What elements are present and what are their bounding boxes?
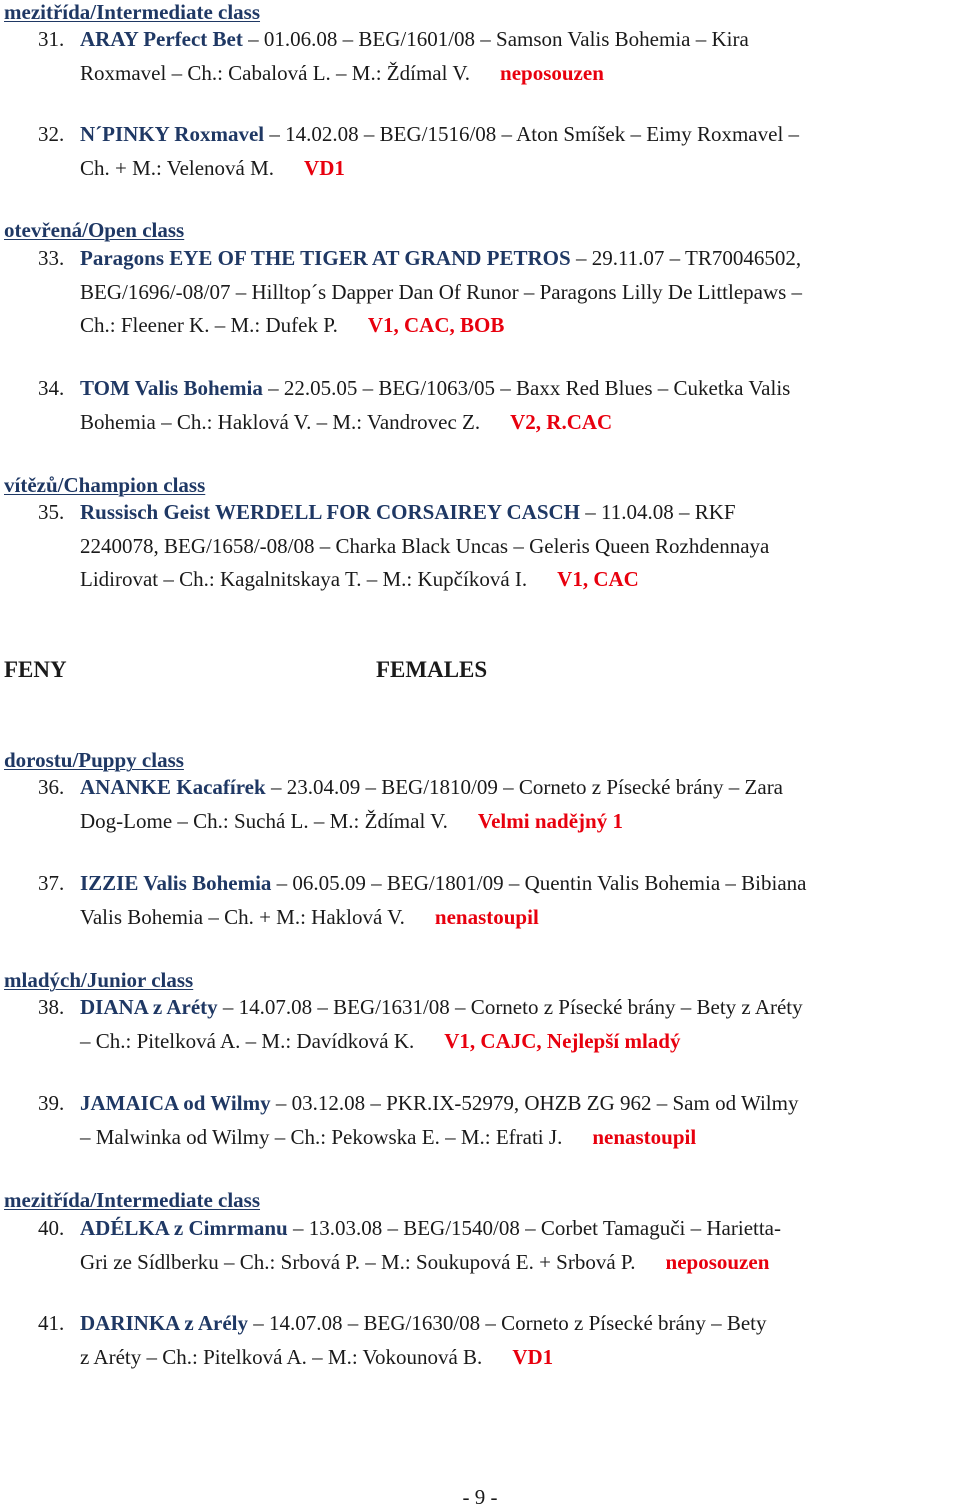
dog-name: Russisch Geist WERDELL FOR CORSAIREY CASCH <box>80 500 581 524</box>
entry-details: – 06.05.09 – BEG/1801/09 – Quentin Valis Bohemia – Bibiana <box>271 871 807 895</box>
entry-details: – 14.02.08 – BEG/1516/08 – Aton Smíšek – Eimy Roxmavel – <box>264 122 800 146</box>
dog-name: IZZIE Valis Bohemia <box>80 871 272 895</box>
result-badge: V1, CAJC, Nejlepší mladý <box>444 1028 681 1053</box>
entry-details-3: Lidirovat – Ch.: Kagalnitskaya T. – M.: Kupčíková I. <box>80 567 528 591</box>
result-badge: V1, CAC <box>557 567 639 591</box>
entry-details: – 23.04.09 – BEG/1810/09 – Corneto z Písecké brány – Zara <box>265 775 784 799</box>
entry-details: – 01.06.08 – BEG/1601/08 – Samson Valis Bohemia – Kira <box>242 27 749 51</box>
entry-number: 36. <box>38 775 65 799</box>
entry-number: 41. <box>38 1311 65 1335</box>
class-heading: mezitřída/Intermediate class <box>4 0 261 24</box>
dog-name: DARINKA z Arély <box>80 1311 248 1335</box>
class-heading: mezitřída/Intermediate class <box>4 1188 261 1212</box>
result-badge: neposouzen <box>500 60 604 85</box>
entry-details: – 14.07.08 – BEG/1630/08 – Corneto z Písecké brány – Bety <box>247 1311 767 1335</box>
entry-details: – 14.07.08 – BEG/1631/08 – Corneto z Písecké brány – Bety z Aréty <box>217 995 803 1019</box>
dog-name: DIANA z Aréty <box>80 995 218 1019</box>
dog-name: ADÉLKA z Cimrmanu <box>80 1216 288 1240</box>
entry-number: 37. <box>38 871 65 895</box>
sex-header-en: FEMALES <box>376 657 488 682</box>
entry-details-2: 2240078, BEG/1658/-08/08 – Charka Black Uncas – Geleris Queen Rozhdennaya <box>80 533 770 558</box>
dog-name: Paragons EYE OF THE TIGER AT GRAND PETROS <box>80 246 571 270</box>
class-heading: mladých/Junior class <box>4 968 194 992</box>
class-heading: vítězů/Champion class <box>4 473 206 497</box>
entry-details-2: – Malwinka od Wilmy – Ch.: Pekowska E. – M.: Efrati J. <box>80 1124 563 1149</box>
entry-details: – 03.12.08 – PKR.IX-52979, OHZB ZG 962 – Sam od Wilmy <box>270 1091 799 1115</box>
entry-details-2: Valis Bohemia – Ch. + M.: Haklová V. <box>80 904 405 929</box>
dog-name: TOM Valis Bohemia <box>80 376 263 400</box>
entry-number: 39. <box>38 1091 65 1115</box>
sex-header-cz: FENY <box>4 657 67 682</box>
class-heading: dorostu/Puppy class <box>4 748 184 772</box>
result-badge: nenastoupil <box>434 904 539 929</box>
entry-details-3: Ch.: Fleener K. – M.: Dufek P. <box>80 313 338 337</box>
result-badge: VD1 <box>512 1344 554 1369</box>
entry-number: 33. <box>38 246 65 270</box>
entry-number: 31. <box>38 27 65 51</box>
result-badge: V2, R.CAC <box>510 409 613 434</box>
entry-details: – 13.03.08 – BEG/1540/08 – Corbet Tamaguči – Harietta- <box>287 1216 781 1240</box>
entry-number: 34. <box>38 376 65 400</box>
entry-details-2: – Ch.: Pitelková A. – M.: Davídková K. <box>80 1028 415 1053</box>
dog-name: JAMAICA od Wilmy <box>80 1091 271 1115</box>
result-badge: nenastoupil <box>592 1124 697 1149</box>
dog-name: N´PINKY Roxmavel <box>80 122 265 146</box>
entry-details-2: Bohemia – Ch.: Haklová V. – M.: Vandrovec Z. <box>80 409 481 434</box>
result-badge: V1, CAC, BOB <box>367 313 505 337</box>
result-badge: Velmi nadějný 1 <box>477 808 623 833</box>
entry-details: – 29.11.07 – TR70046502, <box>570 246 802 270</box>
entry-details-2: BEG/1696/-08/07 – Hilltop´s Dapper Dan Of Runor – Paragons Lilly De Littlepaws – <box>80 279 803 304</box>
entry-details: – 22.05.05 – BEG/1063/05 – Baxx Red Blues – Cuketka Valis <box>262 376 791 400</box>
entry-number: 35. <box>38 500 65 524</box>
dog-name: ARAY Perfect Bet <box>80 27 243 51</box>
entry-number: 32. <box>38 122 65 146</box>
result-badge: VD1 <box>304 155 345 180</box>
entry-number: 38. <box>38 995 65 1019</box>
result-badge: neposouzen <box>665 1249 770 1274</box>
entry-details-2: Gri ze Sídlberku – Ch.: Srbová P. – M.: Soukupová E. + Srbová P. <box>80 1249 636 1274</box>
entry-details-2: Roxmavel – Ch.: Cabalová L. – M.: Ždímal V. <box>80 60 471 85</box>
class-heading: otevřená/Open class <box>4 218 185 242</box>
entry-details-2: z Aréty – Ch.: Pitelková A. – M.: Vokounová B. <box>80 1344 483 1369</box>
entry-details-2: Dog-Lome – Ch.: Suchá L. – M.: Ždímal V. <box>80 808 448 833</box>
page-number: - 9 - <box>462 1485 498 1509</box>
entry-details: – 11.04.08 – RKF <box>580 500 736 524</box>
dog-name: ANANKE Kacafírek <box>80 775 266 799</box>
entry-number: 40. <box>38 1216 65 1240</box>
entry-details-2: Ch. + M.: Velenová M. <box>80 155 275 180</box>
